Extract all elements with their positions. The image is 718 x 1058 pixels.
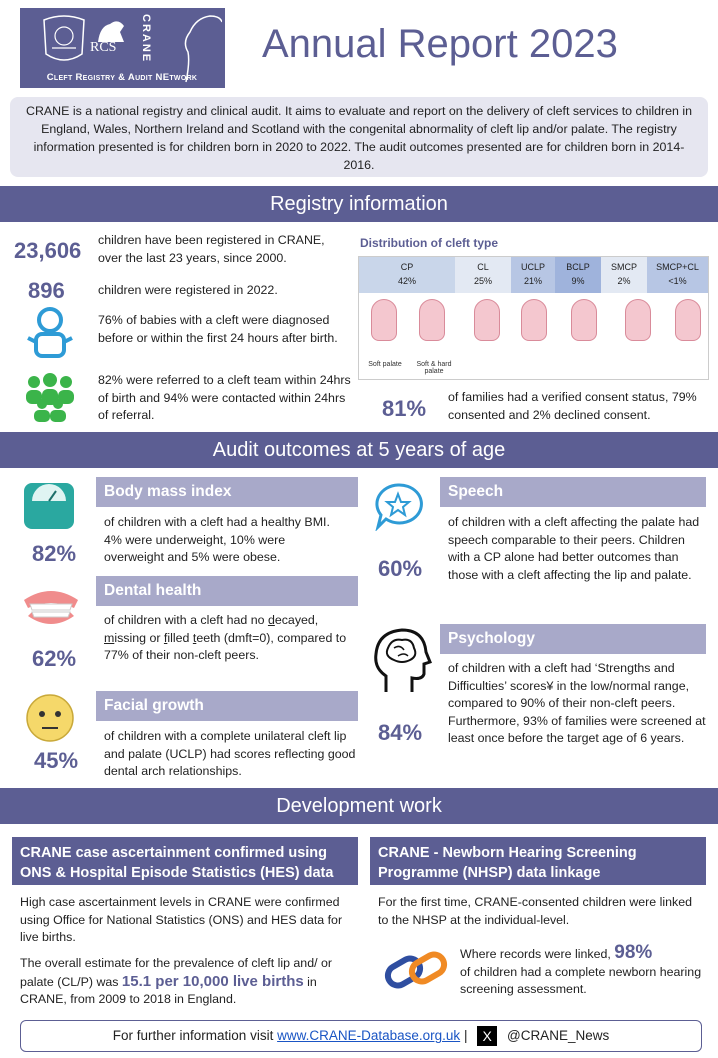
palate-label-soft-hard: Soft & hard palate xyxy=(416,361,452,375)
nhsp-text-2: Where records were linked, 98% of children had a complete newborn hearing screening assessment. xyxy=(460,942,702,996)
cleft-type-value: 42% xyxy=(397,276,416,286)
crest-icon xyxy=(34,14,94,66)
nhsp-percent: 98% xyxy=(614,942,653,963)
psychology-header: Psychology xyxy=(440,624,706,654)
speech-text: of children with a cleft affecting the palate had speech comparable to their peers. Children with a CP alone had better outcomes than those with a cleft affecting the lip and palate. xyxy=(448,515,700,582)
cleft-type-value: 25% xyxy=(473,276,492,286)
cleft-type-cl xyxy=(455,257,511,293)
bmi-text: of children with a cleft had a healthy BMI. 4% were underweight, 10% were overweight and 5% were obese. xyxy=(104,515,330,564)
dental-header: Dental health xyxy=(96,576,358,606)
development-band: Development work xyxy=(0,788,718,824)
logo-subtitle: Cleft Registry & Audit NEtwork xyxy=(46,72,198,83)
referral-text: 82% were referred to a cleft team within 24hrs of birth and 94% were contacted within 24hrs of referral. xyxy=(98,373,351,422)
consent-percent: 81% xyxy=(382,396,427,421)
cleft-type-label: CL xyxy=(477,262,489,272)
head-brain-icon xyxy=(372,626,432,694)
intro-box: CRANE is a national registry and clinical audit. It aims to evaluate and report on the delivery of cleft services to children in England, Wales, Northern Ireland and Scotland with the congenital abnormality of cleft lip and/or palate. The registry information presented is for children born in 2020 to 2022. The audit outcomes presented are for children born in 2014-2016. xyxy=(10,97,708,177)
palate-diagram-smcp xyxy=(625,299,651,341)
cleft-type-value: 9% xyxy=(571,276,585,286)
cleft-type-smcp xyxy=(601,257,647,293)
speech-percent: 60% xyxy=(378,556,423,581)
dental-percent: 62% xyxy=(32,646,77,671)
psychology-percent: 84% xyxy=(378,720,423,745)
cleft-type-uclp xyxy=(511,257,555,293)
bmi-percent: 82% xyxy=(32,541,77,566)
speech-bubble-icon xyxy=(372,481,424,531)
cleft-type-label: SMCP xyxy=(610,262,637,272)
cleft-type-label: CP xyxy=(400,262,414,272)
chain-link-icon xyxy=(384,948,448,992)
rcs-label: RCS xyxy=(90,40,117,55)
ascertainment-text-1: High case ascertainment levels in CRANE were confirmed using Office for National Statistics (ONS) and HES data for live births. xyxy=(20,895,343,944)
palate-diagram-bclp xyxy=(571,299,597,341)
cleft-type-smcp-cl xyxy=(647,257,708,293)
dental-text: of children with a cleft had no decayed, missing or filled teeth (dmft=0), compared to 77% of their non-cleft peers. xyxy=(104,613,347,662)
facial-text: of children with a complete unilateral cleft lip and palate (UCLP) had scores reflecting good dental arch relationships. xyxy=(104,729,356,778)
footer-text: For further information visit xyxy=(112,1028,274,1043)
teeth-icon xyxy=(22,586,80,632)
registered-2022: 896 xyxy=(28,278,65,303)
cleft-distribution-table xyxy=(358,256,709,380)
cleft-type-value: 2% xyxy=(617,276,631,286)
report-title: Annual Report 2023 xyxy=(262,22,618,66)
palate-diagram-cp1 xyxy=(371,299,397,341)
facial-header: Facial growth xyxy=(96,691,358,721)
palate-diagram-cp2 xyxy=(419,299,445,341)
footer xyxy=(20,1020,702,1052)
speech-header: Speech xyxy=(440,477,706,507)
x-logo-icon[interactable]: X xyxy=(477,1026,497,1046)
palate-diagram-uclp xyxy=(521,299,547,341)
cleft-type-value: 21% xyxy=(523,276,542,286)
cleft-type-label: BCLP xyxy=(566,262,590,272)
crane-vertical-label: CRANE xyxy=(140,14,152,64)
diagnosis-text: 76% of babies with a cleft were diagnosed before or within the first 24 hours after birth. xyxy=(98,313,338,345)
cleft-type-value: <1% xyxy=(668,276,687,286)
registered-total: 23,606 xyxy=(14,238,82,263)
palate-diagram-cl xyxy=(474,299,500,341)
nhsp-header: CRANE - Newborn Hearing Screening Programme (NHSP) data linkage xyxy=(370,837,706,885)
cleft-type-bclp xyxy=(555,257,601,293)
facial-percent: 45% xyxy=(34,748,79,773)
consent-text: of families had a verified consent status, 79% consented and 2% declined consent. xyxy=(448,390,697,422)
palate-label-soft: Soft palate xyxy=(368,361,402,368)
people-group-icon xyxy=(22,372,78,422)
face-icon xyxy=(24,692,76,744)
cleft-type-label: SMCP+CL xyxy=(656,262,699,272)
registered-total-text: children have been registered in CRANE, over the last 23 years, since 2000. xyxy=(98,233,325,265)
ascertainment-header: CRANE case ascertainment confirmed using ONS & Hospital Episode Statistics (HES) data xyxy=(12,837,358,885)
distribution-title: Distribution of cleft type xyxy=(360,236,498,250)
footer-separator: | xyxy=(463,1028,468,1043)
palate-diagram-smcpcl xyxy=(675,299,701,341)
registry-band: Registry information xyxy=(0,186,718,222)
baby-icon xyxy=(24,306,76,364)
website-link[interactable]: www.CRANE-Database.org.uk xyxy=(277,1028,461,1043)
ascertainment-text-2: The overall estimate for the prevalence of cleft lip and/ or palate (CL/P) was 15.1 per 10,000 live births in CRANE, from 2009 to 2018 in England. xyxy=(20,956,332,1006)
cleft-type-cp xyxy=(359,257,455,293)
scale-icon xyxy=(22,481,76,531)
cleft-type-label: UCLP xyxy=(520,262,545,272)
bmi-header: Body mass index xyxy=(96,477,358,507)
registered-2022-text: children were registered in 2022. xyxy=(98,283,278,297)
nhsp-text-1: For the first time, CRANE-consented children were linked to the NHSP at the individual-level. xyxy=(378,895,693,927)
audit-band: Audit outcomes at 5 years of age xyxy=(0,432,718,468)
twitter-handle[interactable]: @CRANE_News xyxy=(506,1028,610,1043)
prevalence-value: 15.1 per 10,000 live births xyxy=(121,972,304,990)
psychology-text: of children with a cleft had ‘Strengths and Difficulties’ scores¥ in the low/normal range, compared to 90% of their non-cleft peers. Furthermore, 93% of families were screened at least once before the target age of 6 years. xyxy=(448,661,706,745)
